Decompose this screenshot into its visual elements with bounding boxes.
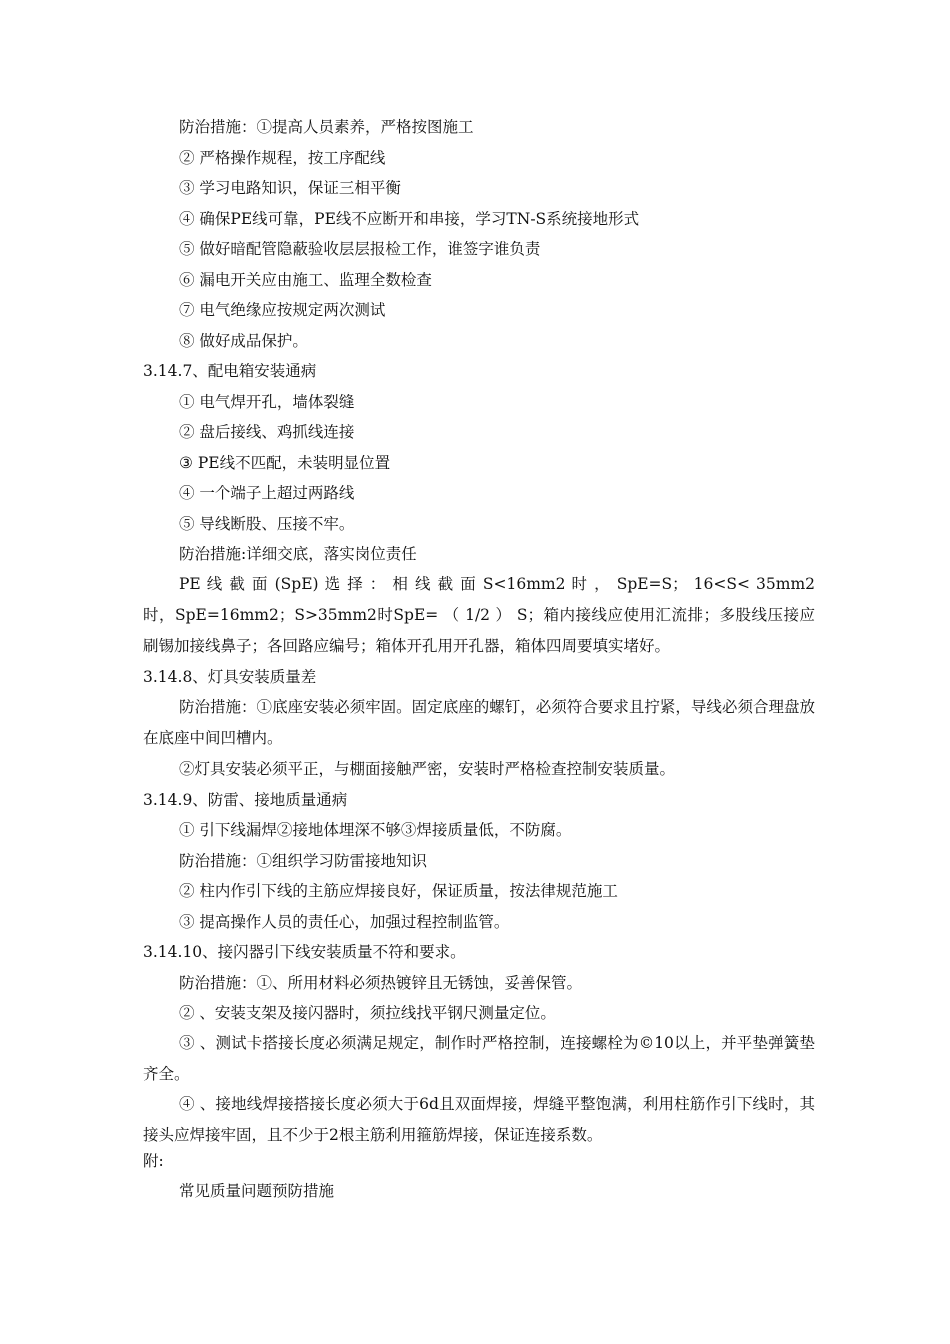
air-terminal-measure-4: ④ 、接地线焊接搭接长度必须大于6d且双面焊接，焊缝平整饱满，利用柱筋作引下线时，其接头应焊接牢固，且不少于2根主筋利用箍筋焊接，保证连接系数。 xyxy=(143,1095,815,1144)
measure-line-2: ② 严格操作规程，按工序配线 xyxy=(179,149,386,167)
lightning-defects: ① 引下线漏焊②接地体埋深不够③焊接质量低，不防腐。 xyxy=(179,821,572,839)
measure-line-8: ⑧ 做好成品保护。 xyxy=(179,332,308,350)
lamp-measure-paragraph: 防治措施：①底座安装必须牢固。固定底座的螺钉，必须符合要求且拧紧，导线必须合理盘放在底座中间凹槽内。 xyxy=(143,698,815,747)
lightning-measure-3: ③ 提高操作人员的责任心，加强过程控制监管。 xyxy=(179,913,510,931)
defect-item-5: ⑤ 导线断股、压接不牢。 xyxy=(179,515,355,533)
appendix-title: 常见质量问题预防措施 xyxy=(179,1182,335,1200)
air-terminal-measure-3: ③ 、测试卡搭接长度必须满足规定，制作时严格控制，连接螺栓为©10以上，并平垫弹簧垫齐全。 xyxy=(143,1034,815,1083)
measure-intro: 防治措施:详细交底，落实岗位责任 xyxy=(179,545,417,563)
measure-line-3: ③ 学习电路知识，保证三相平衡 xyxy=(179,179,401,197)
defect-item-1: ① 电气焊开孔，墙体裂缝 xyxy=(179,393,355,411)
pe-section-paragraph: PE 线 截 面 (SpE) 选 择 ： 相 线 截 面 S<16mm2 时 ， SpE=S； 16<S< 35mm2 时，SpE=16mm2；S>35mm2时SpE= （ 1/2 ） S；箱内接线应使用汇流排；多股线压接应刷锡加接线鼻子；各回路应编号；箱体开孔用开孔器，箱体四周要填实堵好。 xyxy=(143,575,815,655)
measure-line-4: ④ 确保PE线可靠，PE线不应断开和串接，学习TN-S系统接地形式 xyxy=(179,210,640,228)
measure-line-6: ⑥ 漏电开关应由施工、监理全数检查 xyxy=(179,271,432,289)
measure-line-5: ⑤ 做好暗配管隐蔽验收层层报检工作，谁签字谁负责 xyxy=(179,240,541,258)
section-heading-3-14-8: 3.14.8、灯具安装质量差 xyxy=(143,668,317,686)
section-heading-3-14-10: 3.14.10、接闪器引下线安装质量不符和要求。 xyxy=(143,943,466,961)
measure-line-7: ⑦ 电气绝缘应按规定两次测试 xyxy=(179,301,386,319)
air-terminal-measure-2: ② 、安装支架及接闪器时，须拉线找平钢尺测量定位。 xyxy=(179,1004,556,1022)
defect-item-3: ③ PE线不匹配，未装明显位置 xyxy=(179,454,391,472)
lightning-measure-1: 防治措施：①组织学习防雷接地知识 xyxy=(179,852,428,870)
lightning-measure-2: ② 柱内作引下线的主筋应焊接良好，保证质量，按法律规范施工 xyxy=(179,882,618,900)
air-terminal-measure-1: 防治措施：①、所用材料必须热镀锌且无锈蚀，妥善保管。 xyxy=(179,974,583,992)
defect-item-4: ④ 一个端子上超过两路线 xyxy=(179,484,355,502)
section-heading-3-14-7: 3.14.7、配电箱安装通病 xyxy=(143,362,317,380)
appendix-label: 附: xyxy=(143,1152,164,1170)
lamp-measure-2: ②灯具安装必须平正，与棚面接触严密，安装时严格检查控制安装质量。 xyxy=(179,760,676,778)
measure-line-1: 防治措施：①提高人员素养，严格按图施工 xyxy=(179,118,474,136)
section-heading-3-14-9: 3.14.9、防雷、接地质量通病 xyxy=(143,791,348,809)
defect-item-2: ② 盘后接线、鸡抓线连接 xyxy=(179,423,355,441)
